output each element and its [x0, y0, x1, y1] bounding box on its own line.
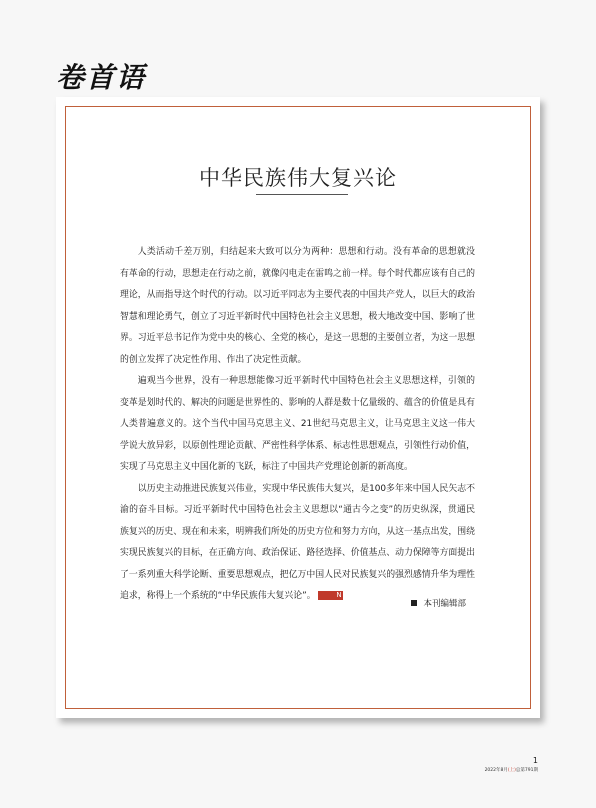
- issue-date: 2022年8月: [484, 768, 508, 773]
- signature: [411, 597, 466, 609]
- section-title: 卷首语: [56, 61, 147, 94]
- paragraph-3-text: 以历史主动推进民族复兴伟业，实现中华民族伟大复兴，是100多年来中国人民矢志不渝的奋斗目标。习近平新时代中国特色社会主义思想以“通古今之变”的历史纵深，贯通民族复兴的历史、现在和未来，明辨我们所处的历史方位和努力方向，从这一基点出发，围绕实现民族复兴的目标，在正确方向、政治保证、路径选择、价值基点、动力保障等方面提出了一系列重大科学论断、重要思想观点，把亿万中国人民对民族复兴的强烈感情升华为理性追求，称得上一个系统的“中华民族伟大复兴论”。: [120, 483, 475, 601]
- issue-info: [485, 767, 538, 773]
- issue-total: 总第791期: [515, 768, 538, 773]
- article-title: 中华民族伟大复兴论: [199, 166, 397, 190]
- paragraph-3: [120, 479, 475, 608]
- issue-half: (上): [507, 768, 516, 773]
- end-mark-icon: N: [318, 591, 343, 600]
- page-number: 1: [532, 756, 538, 765]
- article-card: [56, 97, 540, 718]
- paragraph-2: 遍观当今世界，没有一种思想能像习近平新时代中国特色社会主义思想这样，引领的变革是划时代的、解决的问题是世界性的、影响的人群是数十亿量级的、蕴含的价值是具有人类普遍意义的。这个当代中国马克思主义、21世纪马克思主义，让马克思主义这一伟大学说大放异彩，以原创性理论贡献、严密性科学体系、标志性思想观点，引领性行动价值，实现了马克思主义中国化新的飞跃，标注了中国共产党理论创新的新高度。: [120, 376, 475, 472]
- signature-text: 本刊编辑部: [423, 599, 466, 609]
- article-body: [120, 242, 475, 608]
- paragraph-1: 人类活动千差万别，归结起来大致可以分为两种：思想和行动。没有革命的思想就没有革命的行动，思想走在行动之前，就像闪电走在雷鸣之前一样。每个时代都应该有自己的理论，从而指导这个时代的行动。以习近平同志为主要代表的中国共产党人，以巨大的政治智慧和理论勇气，创立了习近平新时代中国特色社会主义思想，极大地改变中国、影响了世界。习近平总书记作为党中央的核心、全党的核心，是这一思想的主要创立者，为这一思想的创立发挥了决定性作用、作出了决定性贡献。: [120, 247, 475, 365]
- title-underline: [256, 194, 348, 195]
- square-bullet-icon: [411, 600, 417, 606]
